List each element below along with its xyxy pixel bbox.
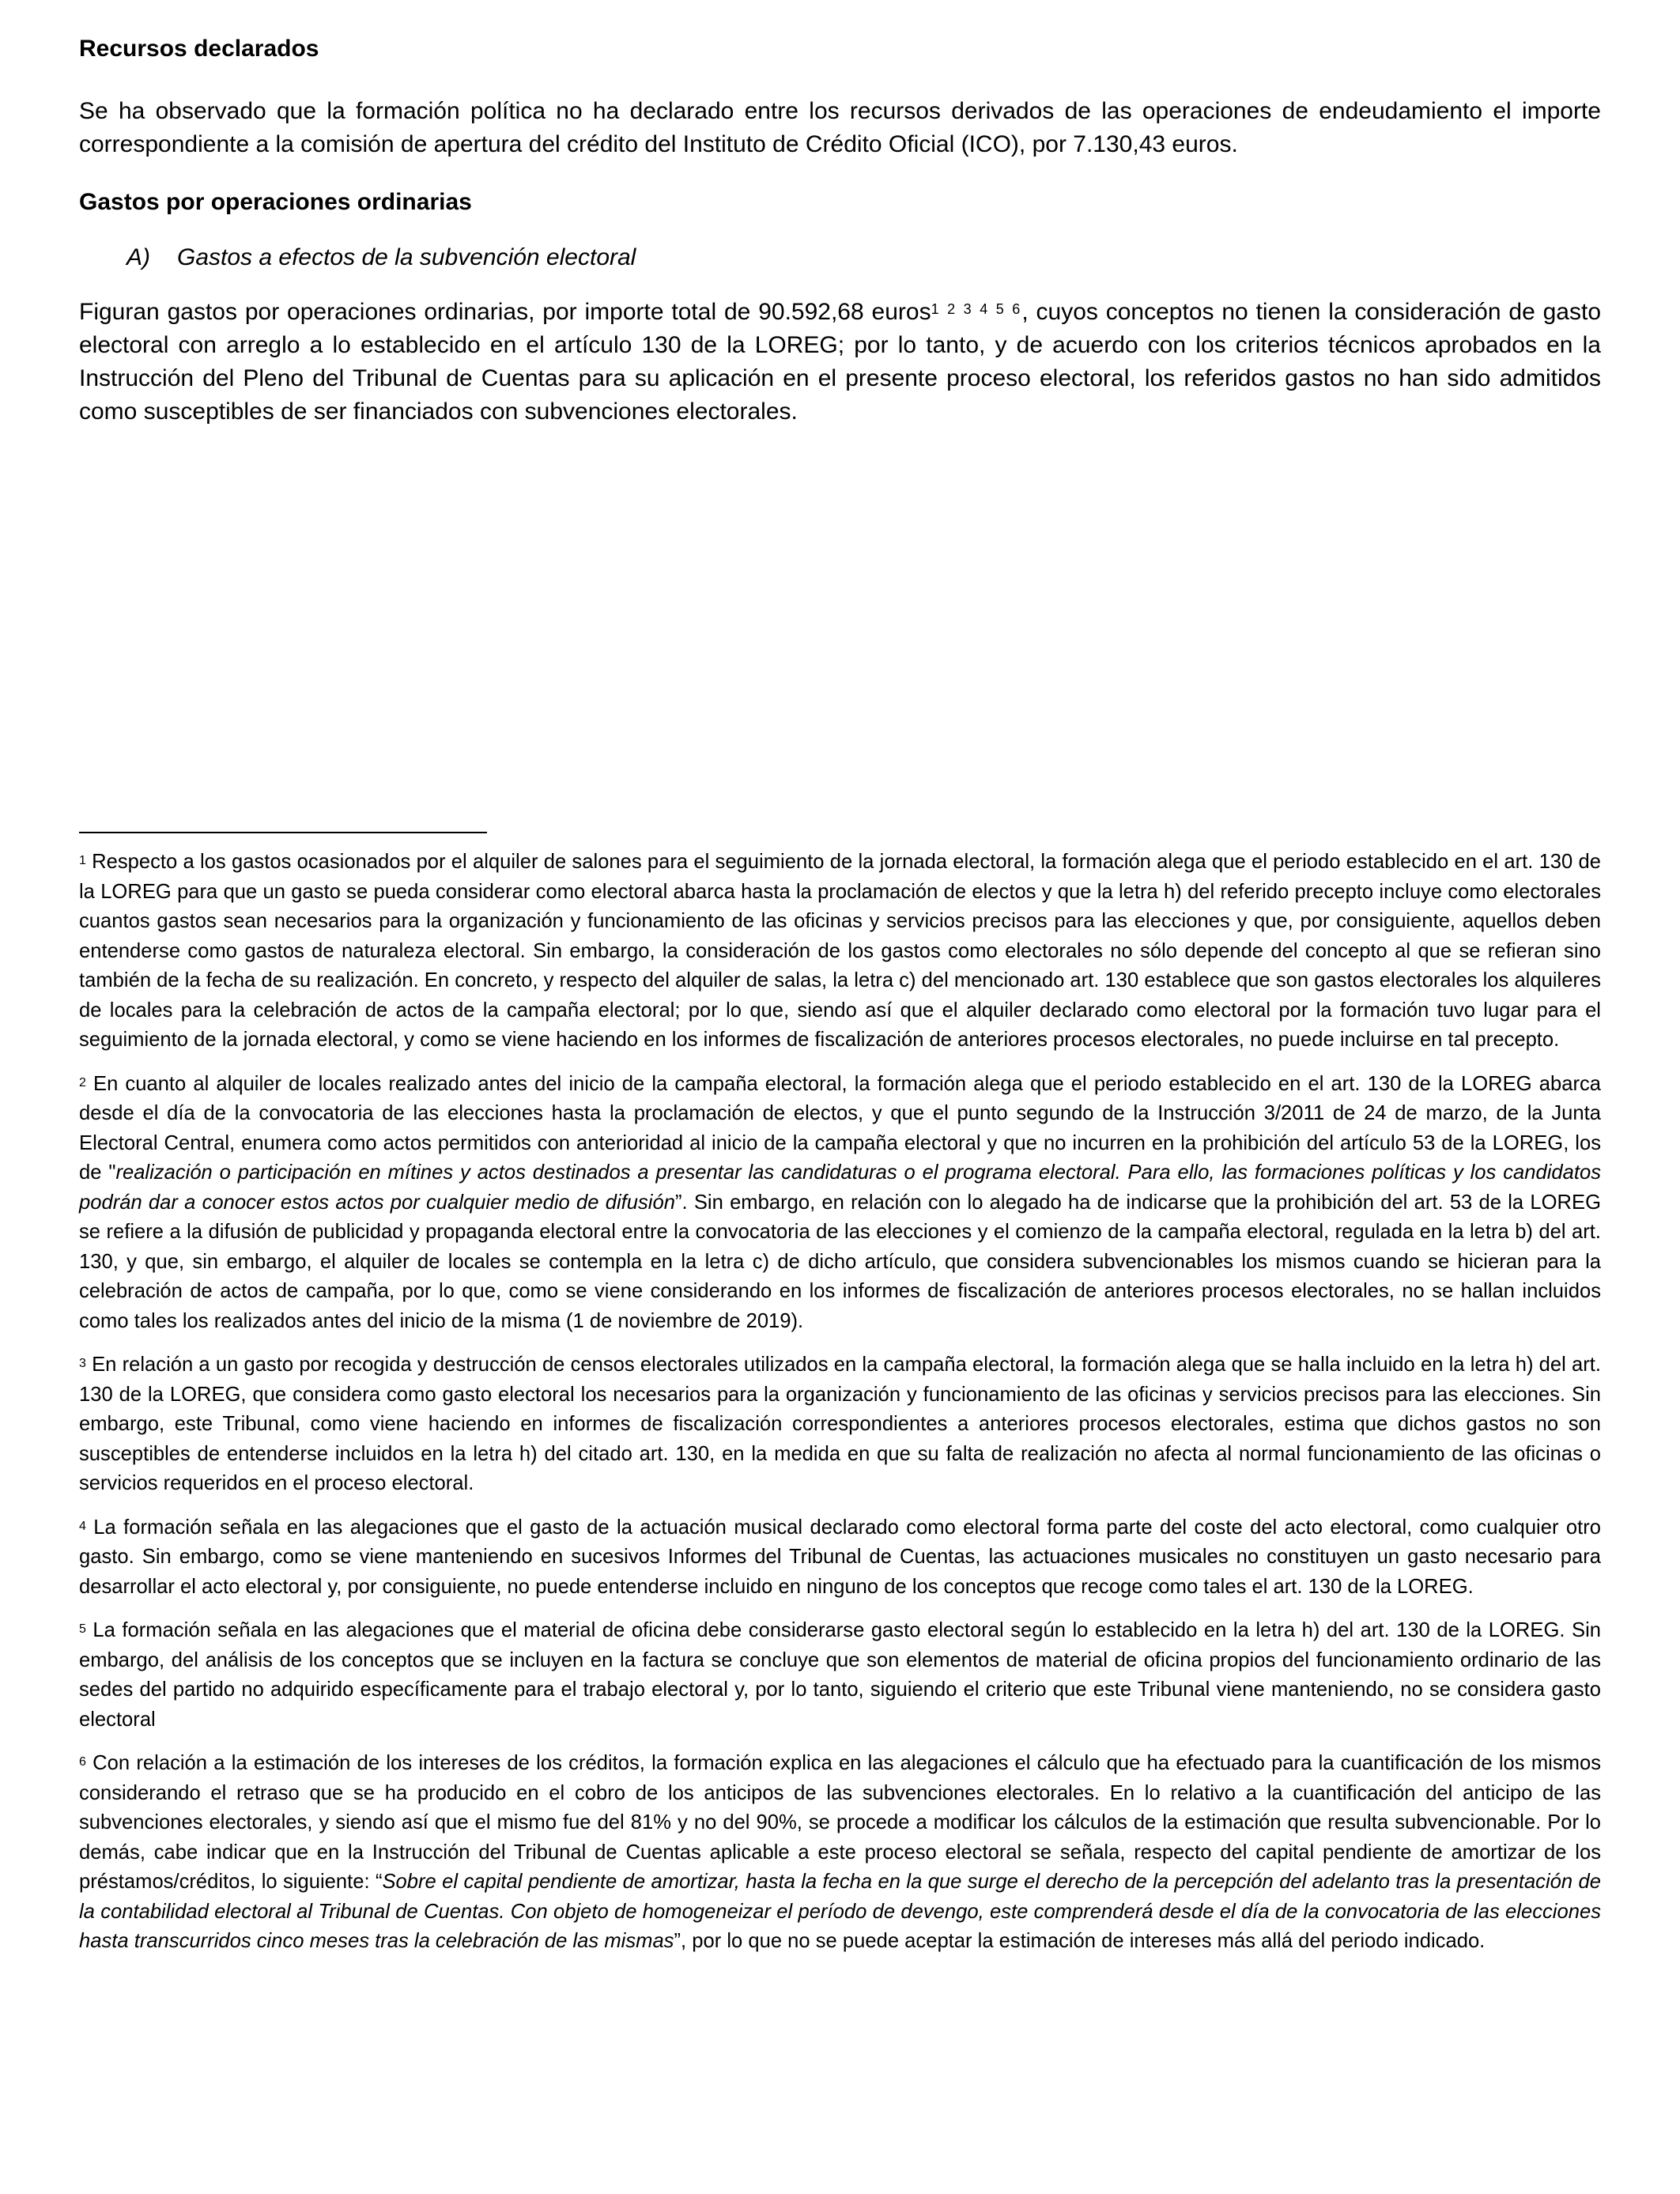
footnote-number: 6 (79, 1755, 86, 1769)
footnote-text-continued: ”, por lo que no se puede aceptar la estimación de intereses más allá del periodo indicado. (674, 1930, 1486, 1952)
footnote-number: 5 (79, 1622, 86, 1636)
footnote-number: 2 (79, 1075, 86, 1089)
footnote-quote: realización o participación en mítines y actos destinados a presentar las candidaturas o el programa electoral. Para ello, las formaciones políticas y los candidatos podrán dar a conocer estos actos por cualquier medio de difusión (79, 1161, 1601, 1214)
footnote-text: En cuanto al alquiler de locales realizado antes del inicio de la campaña electoral, la formación alega que el periodo establecido en el art. 130 de la LOREG abarca desde el día de la convocatoria de las elecciones hasta la proclamación de electos, y que el punto segundo de la Instrucción 3/2011 de 24 de marzo, de la Junta Electoral Central, enumera como actos permitidos con anterioridad al inicio de la campaña electoral y que no incurren en la prohibición del artículo 53 de la LOREG, los de " (79, 1072, 1601, 1184)
footnote-text: Respecto a los gastos ocasionados por el alquiler de salones para el seguimiento de la jornada electoral, la formación alega que el periodo establecido en el art. 130 de la LOREG para que un gasto se pueda considerar como electoral abarca hasta la proclamación de electos y que la letra h) del referido precepto incluye como electorales cuantos gastos sean necesarios para la organización y funcionamiento de las oficinas y servicios precisos para las elecciones y que, por consiguiente, aquellos deben entenderse como gastos de naturaleza electoral. Sin embargo, la consideración de los gastos como electorales no sólo depende del concepto al que se refieran sino también de la fecha de su realización. En concreto, y respecto del alquiler de salas, la letra c) del mencionado art. 130 establece que son gastos electorales los alquileres de locales para la celebración de actos de la campaña electoral; por lo que, siendo así que el alquiler declarado como electoral por la formación tuvo lugar para el seguimiento de la jornada electoral, y como se viene haciendo en los informes de fiscalización de anteriores procesos electorales, no puede incluirse en tal precepto. (79, 851, 1601, 1051)
footnote-number: 1 (79, 854, 86, 867)
footnote-references: 1 2 3 4 5 6 (931, 301, 1022, 317)
footnote-text: La formación señala en las alegaciones que el material de oficina debe considerarse gasto electoral según lo establecido en la letra h) del art. 130 de la LOREG. Sin embargo, del análisis de los conceptos que se incluyen en la factura se concluye que son elementos de material de oficina propios del funcionamiento ordinario de las sedes del partido no adquirido específicamente para el trabajo electoral y, por lo tanto, siguiendo el criterio que este Tribunal viene manteniendo, no se considera gasto electoral (79, 1619, 1601, 1731)
recursos-heading: Recursos declarados (79, 36, 319, 62)
footnote-quote: Sobre el capital pendiente de amortizar, hasta la fecha en la que surge el derecho de la percepción del adelanto tras la presentación de la contabilidad electoral al Tribunal de Cuentas. Con objeto de homogeneizar el período de devengo, este comprenderá desde el día de la convocatoria de las elecciones hasta transcurridos cinco meses tras la celebración de las mismas (79, 1871, 1601, 1952)
footnote-text-continued: ”. Sin embargo, en relación con lo alegado ha de indicarse que la prohibición del art. 53 de la LOREG se refiere a la difusión de publicidad y propaganda electoral entre la convocatoria de las elecciones y el comienzo de la campaña electoral, regulada en la letra b) del art. 130, y que, sin embargo, el alquiler de locales se contempla en la letra c) de dicho artículo, que considera subvencionables los mismos cuando se hicieran para la celebración de actos de campaña, por lo que, como se viene considerando en los informes de fiscalización de anteriores procesos electorales, no se hallan incluidos como tales los realizados antes del inicio de la misma (1 de noviembre de 2019). (79, 1191, 1601, 1332)
footnote-number: 4 (79, 1519, 86, 1533)
subsection-letter: A) (126, 244, 150, 270)
footnote-5 (79, 1616, 1601, 1735)
footnote-3 (79, 1350, 1601, 1499)
footnote-text: Con relación a la estimación de los intereses de los créditos, la formación explica en las alegaciones el cálculo que ha efectuado para la cuantificación de los mismos considerando el retraso que se ha producido en el cobro de los anticipos de las subvenciones electorales. En lo relativo a la cuantificación del anticipo de las subvenciones electorales, y siendo así que el mismo fue del 81% y no del 90%, se procede a modificar los cálculos de la estimación que resulta subvencionable. Por lo demás, cabe indicar que en la Instrucción del Tribunal de Cuentas aplicable a este proceso electoral se señala, respecto del capital pendiente de amortizar de los préstamos/créditos, lo siguiente: “ (79, 1752, 1601, 1893)
subsection-heading (79, 242, 1601, 274)
footnote-2 (79, 1070, 1601, 1337)
footnote-text: En relación a un gasto por recogida y destrucción de censos electorales utilizados en la campaña electoral, la formación alega que se halla incluido en la letra h) del art. 130 de la LOREG, que considera como gasto electoral los necesarios para la organización y funcionamiento de las oficinas y servicios precisos para las elecciones. Sin embargo, este Tribunal, como viene haciendo en informes de fiscalización correspondientes a anteriores procesos electorales, estima que dichos gastos no son susceptibles de entenderse incluidos en la letra h) del citado art. 130, en la medida en que su falta de realización no afecta al normal funcionamiento de las oficinas o servicios requeridos en el proceso electoral. (79, 1354, 1601, 1494)
footnote-6 (79, 1749, 1601, 1957)
footnote-number: 3 (79, 1357, 86, 1370)
footnote-1 (79, 848, 1601, 1055)
gastos-paragraph (79, 296, 1601, 429)
gastos-text-end: , cuyos conceptos no tienen la consideración de gasto electoral con arreglo a lo establecido en el artículo 130 de la LOREG; por lo tanto, y de acuerdo con los criterios técnicos aprobados en la Instrucción del Pleno del Tribunal de Cuentas para su aplicación en el presente proceso electoral, los referidos gastos no han sido admitidos como susceptibles de ser financiados con subvenciones electorales. (79, 299, 1602, 425)
recursos-paragraph: Se ha observado que la formación política no ha declarado entre los recursos derivados de las operaciones de endeudamiento el importe correspondiente a la comisión de apertura del crédito del Instituto de Crédito Oficial (ICO), por 7.130,43 euros. (79, 98, 1601, 157)
gastos-heading: Gastos por operaciones ordinarias (79, 189, 472, 215)
footnote-text: La formación señala en las alegaciones que el gasto de la actuación musical declarado como electoral forma parte del coste del acto electoral, como cualquier otro gasto. Sin embargo, como se viene manteniendo en sucesivos Informes del Tribunal de Cuentas, las actuaciones musicales no constituyen un gasto necesario para desarrollar el acto electoral y, por consiguiente, no puede entenderse incluido en ninguno de los conceptos que recoge como tales el art. 130 de la LOREG. (79, 1516, 1601, 1598)
subsection-title: Gastos a efectos de la subvención electoral (177, 244, 636, 270)
gastos-text-start: Figuran gastos por operaciones ordinarias, por importe total de 90.592,68 euros (79, 299, 931, 325)
footnote-4 (79, 1513, 1601, 1603)
